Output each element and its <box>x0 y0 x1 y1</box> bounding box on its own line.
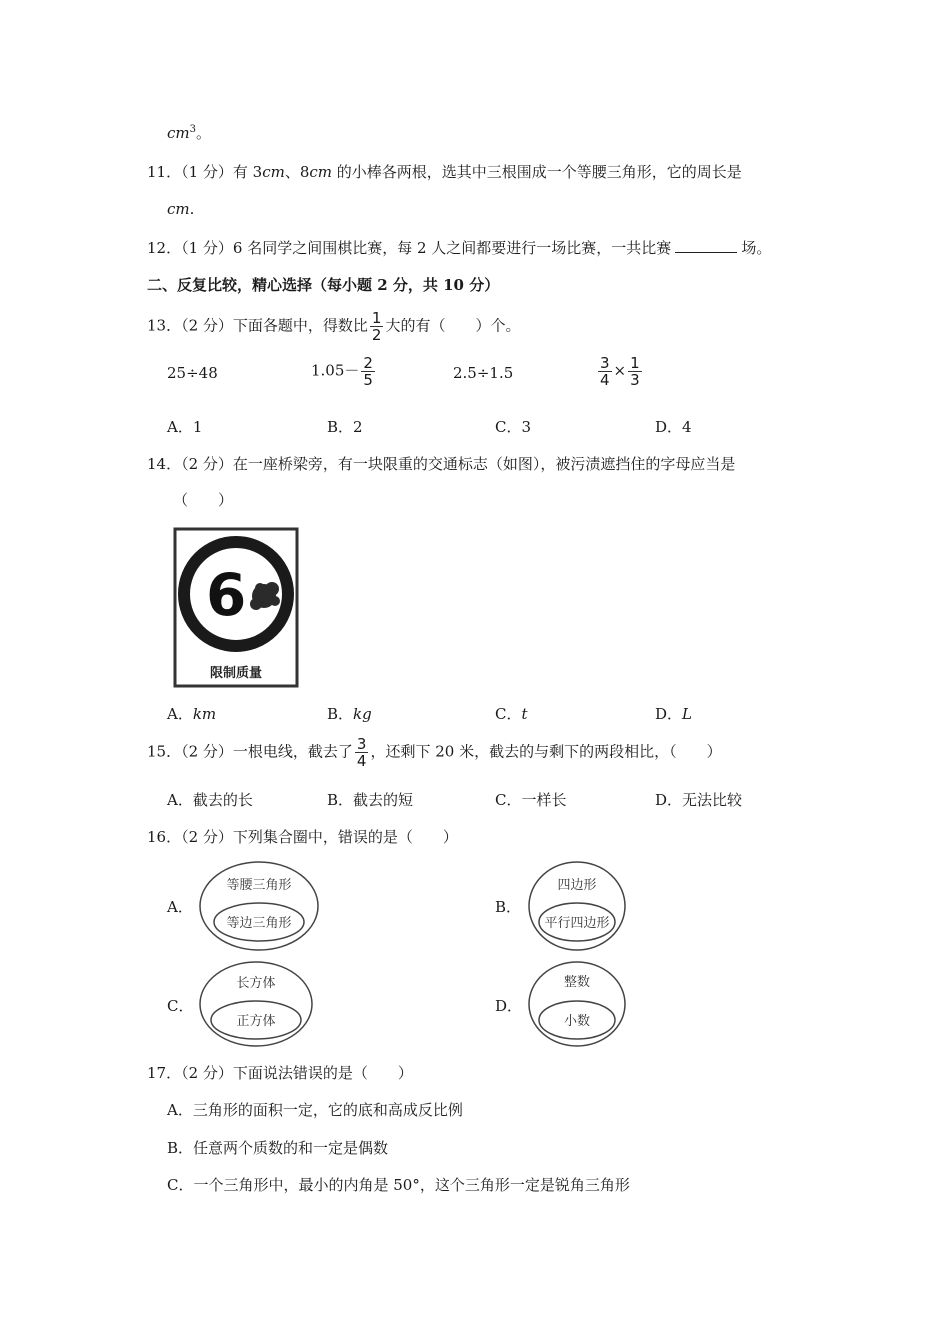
venn-diagram-a[interactable] <box>196 858 322 954</box>
option-d[interactable]: D．L <box>655 705 692 723</box>
unit-cm: cm <box>309 163 333 181</box>
question-12 <box>147 237 771 258</box>
option-a[interactable]: A．1 <box>167 418 203 436</box>
question-number: 17． <box>147 1064 182 1082</box>
unit-cm: cm <box>262 163 285 181</box>
option-a[interactable]: A．三角形的面积一定，它的底和高成反比例 <box>167 1101 463 1119</box>
outer-set-label: 四边形 <box>557 878 597 893</box>
question-text: （2 分）一根电线，截去了 <box>181 742 353 761</box>
option-c[interactable]: C．一样长 <box>495 791 567 809</box>
question-number: 15． <box>147 742 182 761</box>
option-c-label[interactable]: C． <box>167 997 194 1015</box>
option-c[interactable]: C．3 <box>495 418 532 436</box>
expression-1: 25÷48 <box>167 364 218 382</box>
question-text: 大的有（ ）个。 <box>385 316 521 335</box>
question-number: 14． <box>147 455 182 473</box>
venn-diagram-c[interactable] <box>196 958 316 1050</box>
question-13 <box>147 310 520 343</box>
question-15 <box>147 736 722 769</box>
question-11 <box>147 161 742 182</box>
question-number: 12． <box>147 239 182 257</box>
fraction: $\frac{1}{2}$ <box>371 309 382 344</box>
question-text: 的小棒各两根，选其中三根围成一个等腰三角形，它的周长是 <box>332 163 742 181</box>
option-b[interactable]: B．2 <box>327 418 363 436</box>
question-number: 13． <box>147 316 182 335</box>
question-14 <box>147 453 735 474</box>
question-text: 、8 <box>284 163 310 181</box>
venn-diagram-b[interactable] <box>526 858 628 954</box>
question-number: 16． <box>147 828 182 846</box>
question-text: ，还剩下 20 米，截去的与剩下的两段相比，（ ） <box>370 742 722 761</box>
question-text-end: 场。 <box>741 239 772 257</box>
option-b[interactable]: B．截去的短 <box>327 791 414 809</box>
question-text: （2 分）下列集合圈中，错误的是（ ） <box>181 828 458 846</box>
inner-set-label: 等边三角形 <box>226 916 292 931</box>
question-text: （2 分）下面各题中，得数比 <box>181 316 368 335</box>
question-text: （1 分）6 名同学之间围棋比赛，每 2 人之间都要进行一场比赛，一共比赛 <box>181 239 672 257</box>
unit-cm: cm <box>167 200 190 218</box>
inner-set-label: 正方体 <box>236 1014 276 1029</box>
expression-3: 2.5÷1.5 <box>453 364 514 382</box>
question-17 <box>147 1062 413 1083</box>
option-b-label[interactable]: B． <box>495 898 522 916</box>
question-number: 11． <box>147 163 182 181</box>
prev-answer-unit <box>167 122 211 143</box>
question-text: （2 分）下面说法错误的是（ ） <box>181 1064 413 1082</box>
inner-set-label: 平行四边形 <box>544 916 610 931</box>
inner-set-label: 小数 <box>563 1014 591 1029</box>
unit-exponent: 3 <box>189 124 196 135</box>
option-a[interactable]: A．截去的长 <box>167 791 253 809</box>
question-11-continuation <box>167 200 194 218</box>
fraction: $\frac{3}{4}$ <box>356 735 367 770</box>
weight-limit-sign-image <box>172 526 300 690</box>
option-b[interactable]: B．kg <box>327 705 372 723</box>
punct: . <box>189 200 195 218</box>
sign-digit: 6 <box>206 561 247 629</box>
answer-blank[interactable] <box>675 238 737 253</box>
option-d[interactable]: D．4 <box>655 418 692 436</box>
expression-2: 1.05－ $\frac{2}{5}$ <box>311 354 373 389</box>
question-text: （1 分）有 3 <box>181 163 263 181</box>
expression-4: $\frac{3}{4}$ × $\frac{1}{3}$ <box>600 354 640 389</box>
option-a-label[interactable]: A． <box>167 898 193 916</box>
section-title: 二、反复比较，精心选择（每小题 2 分，共 10 分） <box>147 276 500 294</box>
punct: 。 <box>196 124 212 142</box>
option-c[interactable]: C．一个三角形中，最小的内角是 50°，这个三角形一定是锐角三角形 <box>167 1176 630 1194</box>
option-a[interactable]: A．km <box>167 705 217 723</box>
outer-set-label: 整数 <box>563 975 591 990</box>
outer-set-label: 长方体 <box>236 976 276 991</box>
answer-paren: （ ） <box>173 491 234 509</box>
option-c[interactable]: C．t <box>495 705 528 723</box>
question-16 <box>147 826 458 847</box>
option-d[interactable]: D．无法比较 <box>655 791 743 809</box>
sign-label: 限制质量 <box>209 666 263 681</box>
outer-set-label: 等腰三角形 <box>226 878 292 893</box>
venn-diagram-d[interactable] <box>526 958 628 1050</box>
unit-cm: cm <box>167 124 190 142</box>
option-b[interactable]: B．任意两个质数的和一定是偶数 <box>167 1139 389 1157</box>
question-text: （2 分）在一座桥梁旁，有一块限重的交通标志（如图），被污渍遮挡住的字母应当是 <box>181 455 736 473</box>
option-d-label[interactable]: D． <box>495 997 523 1015</box>
